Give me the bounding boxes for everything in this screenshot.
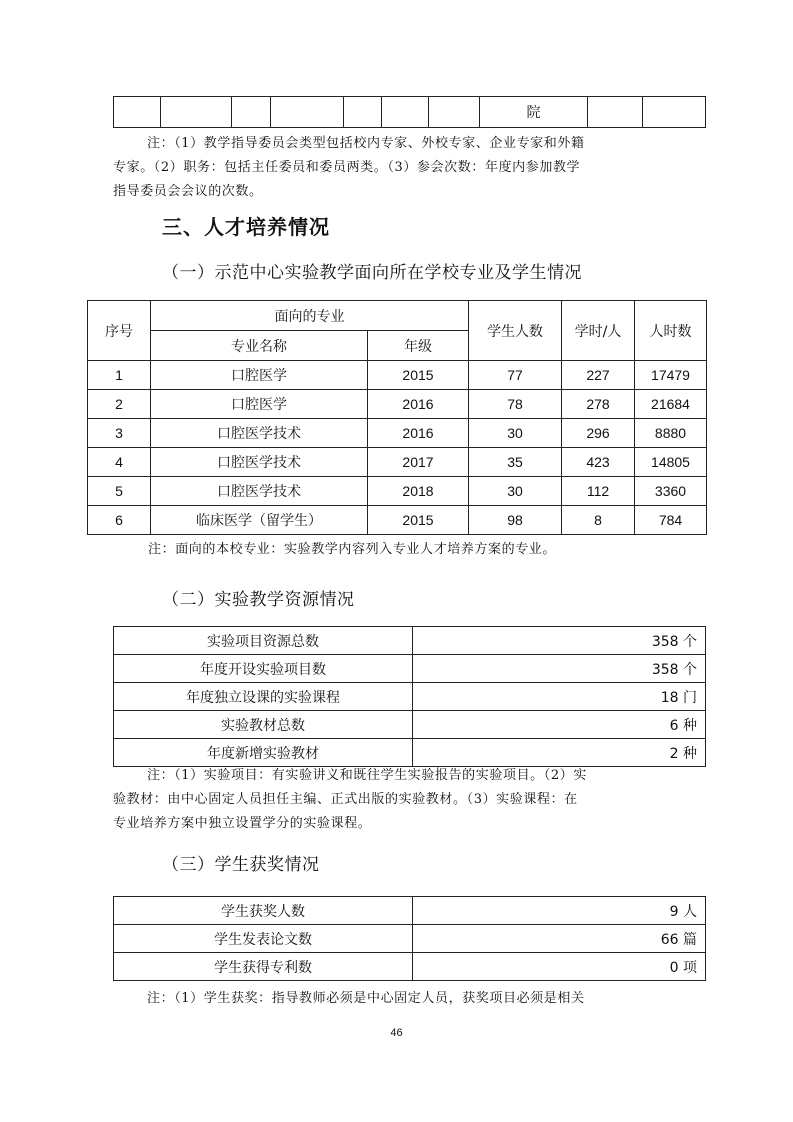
majors-table — [87, 300, 707, 535]
cell-label: 实验教材总数 — [114, 711, 413, 739]
cell-students: 30 — [469, 419, 562, 448]
table-row — [88, 419, 707, 448]
cell-students: 98 — [469, 506, 562, 535]
cell-major-name: 口腔医学 — [151, 361, 368, 390]
subsection-title-resources: （二）实验教学资源情况 — [162, 590, 355, 610]
note-line: 验教材：由中心固定人员担任主编、正式出版的实验教材。（3）实验课程：在 — [113, 792, 578, 807]
table-cell — [429, 97, 480, 128]
cell-label: 学生获奖人数 — [114, 897, 413, 925]
cell-value: 358 个 — [413, 655, 706, 683]
cell-major-name: 口腔医学技术 — [151, 419, 368, 448]
table-row — [114, 97, 706, 128]
table-row — [114, 683, 706, 711]
cell-hours: 8 — [562, 506, 635, 535]
cell-students: 78 — [469, 390, 562, 419]
cell-total: 8880 — [635, 419, 707, 448]
cell-value: 0 项 — [413, 953, 706, 981]
cell-grade: 2017 — [368, 448, 469, 477]
cell-students: 30 — [469, 477, 562, 506]
page-number: 46 — [390, 1027, 403, 1039]
cell-index: 3 — [88, 419, 151, 448]
cell-major-name: 口腔医学技术 — [151, 448, 368, 477]
table-row — [114, 739, 706, 767]
cell-value: 18 门 — [413, 683, 706, 711]
table-row — [88, 448, 707, 477]
subsection-title-majors: （一）示范中心实验教学面向所在学校专业及学生情况 — [162, 263, 582, 283]
header-students: 学生人数 — [469, 301, 562, 361]
cell-index: 5 — [88, 477, 151, 506]
section-title: 三、人才培养情况 — [162, 215, 330, 239]
cell-value: 6 种 — [413, 711, 706, 739]
header-hours-per: 学时/人 — [562, 301, 635, 361]
table-cell — [114, 97, 161, 128]
table-cell — [382, 97, 429, 128]
table-row — [114, 953, 706, 981]
note-awards: 注：（1）学生获奖：指导教师必须是中心固定人员，获奖项目必须是相关 — [147, 991, 585, 1006]
table-row — [114, 627, 706, 655]
cell-students: 77 — [469, 361, 562, 390]
cell-label: 年度开设实验项目数 — [114, 655, 413, 683]
cell-value: 66 篇 — [413, 925, 706, 953]
cell-hours: 423 — [562, 448, 635, 477]
note-resources — [113, 764, 713, 836]
note-majors: 注：面向的本校专业：实验教学内容列入专业人才培养方案的专业。 — [148, 542, 557, 557]
cell-label: 年度独立设课的实验课程 — [114, 683, 413, 711]
cell-total: 784 — [635, 506, 707, 535]
cell-index: 4 — [88, 448, 151, 477]
cell-hours: 296 — [562, 419, 635, 448]
table-cell — [271, 97, 344, 128]
cell-major-name: 临床医学（留学生） — [151, 506, 368, 535]
cell-label: 学生获得专利数 — [114, 953, 413, 981]
cell-grade: 2015 — [368, 361, 469, 390]
cell-total: 17479 — [635, 361, 707, 390]
awards-table — [113, 896, 706, 981]
note-line: 专家。（2）职务：包括主任委员和委员两类。（3）参会次数：年度内参加教学 — [113, 160, 581, 175]
table-cell — [643, 97, 706, 128]
cell-grade: 2016 — [368, 390, 469, 419]
cell-hours: 227 — [562, 361, 635, 390]
cell-hours: 278 — [562, 390, 635, 419]
committee-table-fragment — [113, 96, 706, 128]
note-line: 指导委员会会议的次数。 — [113, 184, 263, 199]
resources-table — [113, 626, 706, 767]
subsection-title-awards: （三）学生获奖情况 — [162, 855, 320, 875]
cell-index: 6 — [88, 506, 151, 535]
table-row — [114, 711, 706, 739]
cell-label: 学生发表论文数 — [114, 925, 413, 953]
cell-index: 2 — [88, 390, 151, 419]
table-row — [88, 390, 707, 419]
cell-major-name: 口腔医学技术 — [151, 477, 368, 506]
note-line: 专业培养方案中独立设置学分的实验课程。 — [113, 816, 372, 831]
table-cell — [344, 97, 382, 128]
table-row — [114, 655, 706, 683]
table-cell — [232, 97, 271, 128]
cell-major-name: 口腔医学 — [151, 390, 368, 419]
table-row — [114, 925, 706, 953]
header-index: 序号 — [88, 301, 151, 361]
table-row — [114, 897, 706, 925]
cell-hours: 112 — [562, 477, 635, 506]
cell-label: 实验项目资源总数 — [114, 627, 413, 655]
cell-total: 21684 — [635, 390, 707, 419]
cell-value: 9 人 — [413, 897, 706, 925]
header-person-hours: 人时数 — [635, 301, 707, 361]
cell-grade: 2016 — [368, 419, 469, 448]
cell-total: 3360 — [635, 477, 707, 506]
note-line: 注：（1）教学指导委员会类型包括校内专家、外校专家、企业专家和外籍 — [147, 136, 585, 151]
cell-grade: 2018 — [368, 477, 469, 506]
cell-grade: 2015 — [368, 506, 469, 535]
note-line: 注：（1）实验项目：有实验讲义和既往学生实验报告的实验项目。（2）实 — [147, 768, 587, 783]
table-cell: 院 — [480, 97, 588, 128]
cell-value: 358 个 — [413, 627, 706, 655]
header-grade: 年级 — [368, 331, 469, 361]
table-cell — [161, 97, 232, 128]
cell-value: 2 种 — [413, 739, 706, 767]
cell-total: 14805 — [635, 448, 707, 477]
cell-students: 35 — [469, 448, 562, 477]
table-row — [88, 506, 707, 535]
note-committee — [113, 132, 713, 204]
cell-label: 年度新增实验教材 — [114, 739, 413, 767]
table-header-row — [88, 301, 707, 331]
table-row — [88, 477, 707, 506]
header-major-group: 面向的专业 — [151, 301, 469, 331]
cell-index: 1 — [88, 361, 151, 390]
table-cell — [588, 97, 643, 128]
table-row — [88, 361, 707, 390]
header-major-name: 专业名称 — [151, 331, 368, 361]
